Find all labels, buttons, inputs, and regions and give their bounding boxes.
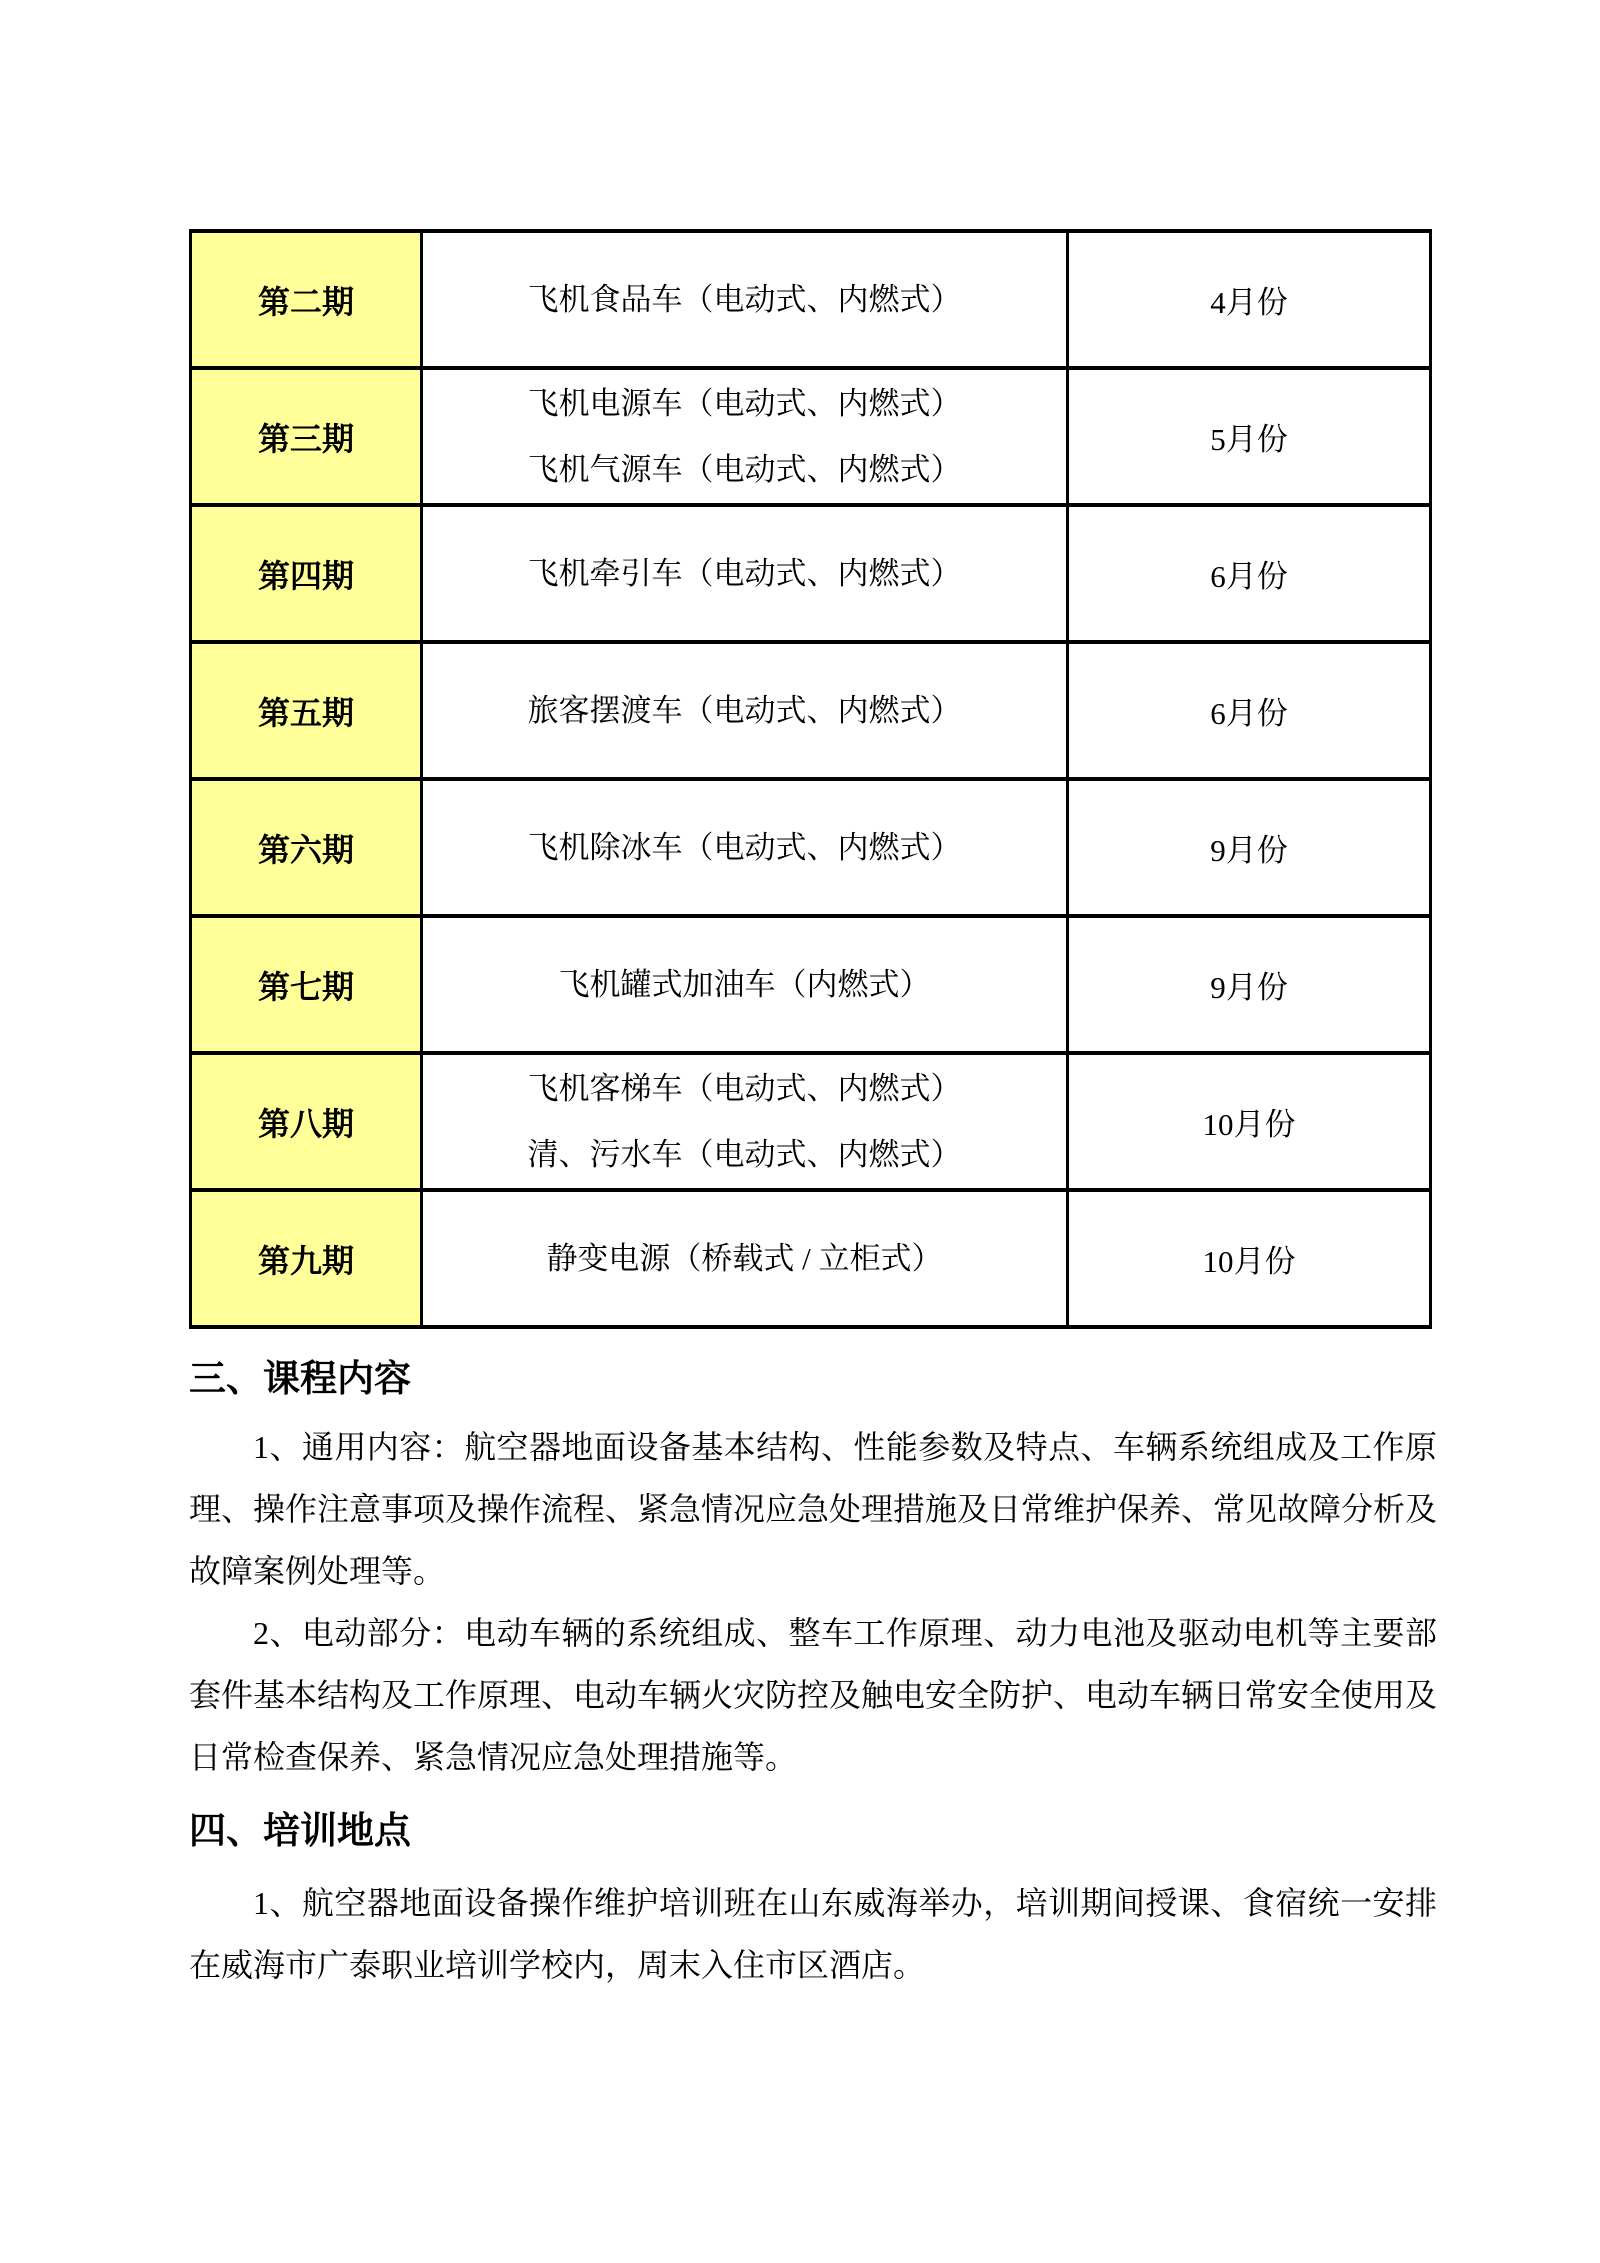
equipment-line: 飞机除冰车（电动式、内燃式） — [527, 829, 962, 865]
table-row — [191, 231, 1431, 368]
period-cell: 第九期 — [191, 1190, 422, 1327]
table-row — [191, 505, 1431, 642]
period-cell: 第二期 — [191, 231, 422, 368]
period-cell: 第四期 — [191, 505, 422, 642]
equipment-cell — [422, 916, 1068, 1053]
table-row — [191, 916, 1431, 1053]
period-cell: 第六期 — [191, 779, 422, 916]
equipment-cell — [422, 505, 1068, 642]
period-cell: 第五期 — [191, 642, 422, 779]
equipment-line: 旅客摆渡车（电动式、内燃式） — [527, 692, 962, 728]
table-row — [191, 1190, 1431, 1327]
equipment-line: 飞机牵引车（电动式、内燃式） — [527, 555, 962, 591]
period-cell: 第七期 — [191, 916, 422, 1053]
period-cell: 第八期 — [191, 1053, 422, 1190]
equipment-cell — [422, 779, 1068, 916]
equipment-line: 静变电源（桥载式 / 立柜式） — [546, 1240, 943, 1276]
month-cell: 9月份 — [1068, 916, 1431, 1053]
month-cell: 5月份 — [1068, 368, 1431, 505]
paragraph-electric-content: 2、电动部分：电动车辆的系统组成、整车工作原理、动力电池及驱动电机等主要部套件基本结构及工作原理、电动车辆火灾防控及触电安全防护、电动车辆日常安全使用及日常检查保养、紧急情况应急处理措施等。 — [189, 1615, 1438, 1775]
training-schedule-table — [189, 229, 1432, 1329]
month-cell: 9月份 — [1068, 779, 1431, 916]
month-cell: 10月份 — [1068, 1053, 1431, 1190]
month-cell: 10月份 — [1068, 1190, 1431, 1327]
equipment-cell — [422, 368, 1068, 505]
equipment-line: 飞机食品车（电动式、内燃式） — [527, 281, 962, 317]
table-row — [191, 1053, 1431, 1190]
section-heading-training-location: 四、培训地点 — [189, 1811, 411, 1852]
equipment-cell — [422, 231, 1068, 368]
period-cell: 第三期 — [191, 368, 422, 505]
month-cell: 4月份 — [1068, 231, 1431, 368]
table-row — [191, 368, 1431, 505]
equipment-cell — [422, 1053, 1068, 1190]
equipment-line: 飞机罐式加油车（内燃式） — [558, 966, 931, 1002]
equipment-line: 飞机气源车（电动式、内燃式） — [527, 451, 962, 487]
section-heading-course-content: 三、课程内容 — [189, 1359, 411, 1400]
month-cell: 6月份 — [1068, 642, 1431, 779]
equipment-line: 飞机电源车（电动式、内燃式） — [527, 385, 962, 421]
paragraph-training-location: 1、航空器地面设备操作维护培训班在山东威海举办，培训期间授课、食宿统一安排在威海市广泰职业培训学校内，周末入住市区酒店。 — [189, 1885, 1437, 1983]
equipment-cell — [422, 1190, 1068, 1327]
table-row — [191, 779, 1431, 916]
equipment-line: 清、污水车（电动式、内燃式） — [527, 1136, 962, 1172]
table-row — [191, 642, 1431, 779]
equipment-cell — [422, 642, 1068, 779]
month-cell: 6月份 — [1068, 505, 1431, 642]
equipment-line: 飞机客梯车（电动式、内燃式） — [527, 1070, 962, 1106]
paragraph-general-content: 1、通用内容：航空器地面设备基本结构、性能参数及特点、车辆系统组成及工作原理、操作注意事项及操作流程、紧急情况应急处理措施及日常维护保养、常见故障分析及故障案例处理等。 — [189, 1429, 1438, 1589]
